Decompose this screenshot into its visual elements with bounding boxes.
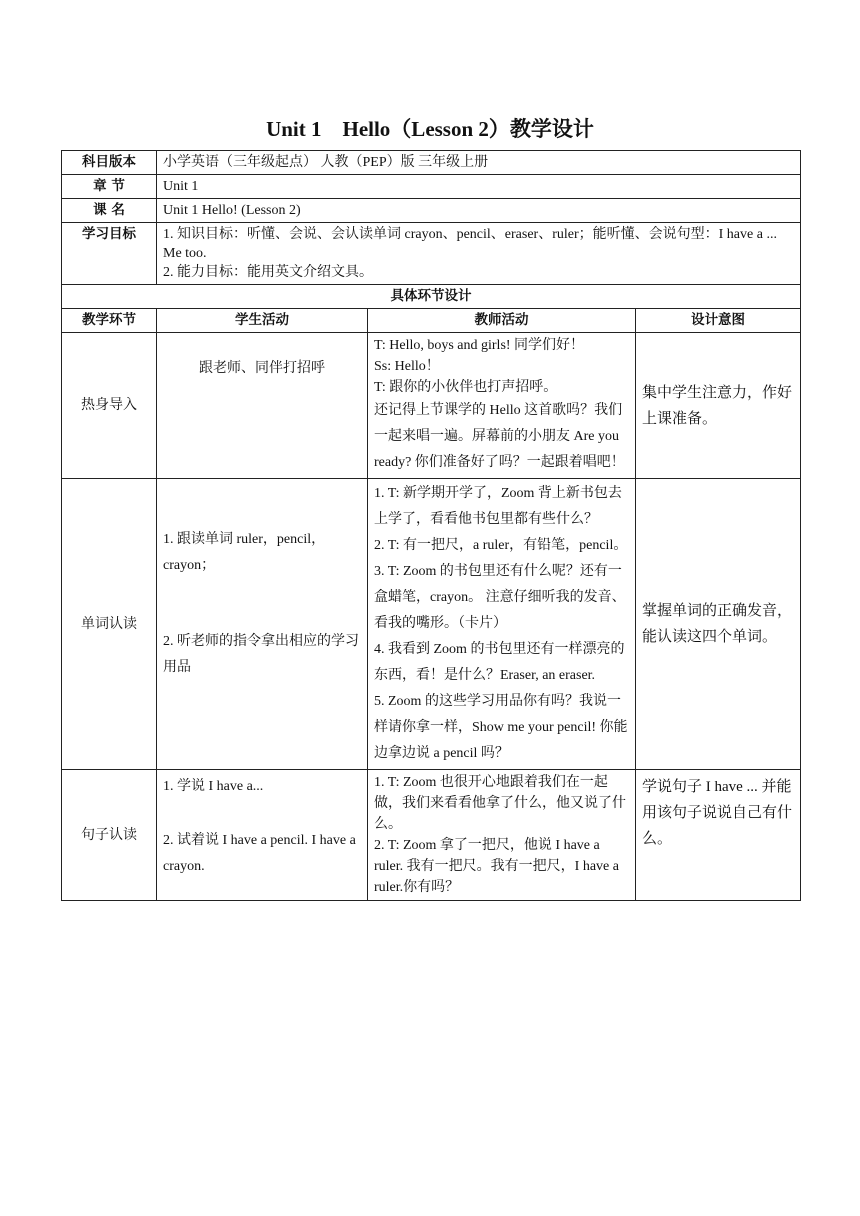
- teacher-line: 5. Zoom 的这些学习用品你有吗？我说一样请你拿一样，Show me your pencil! 你能边拿边说 a pencil 吗？: [374, 694, 628, 761]
- teacher-line: 2. T: Zoom 拿了一把尺，他说 I have a ruler. 我有一把尺。我有一把尺，I have a ruler.你有吗？: [374, 838, 619, 895]
- student-activity: 1. 跟读单词 ruler，pencil，crayon；: [163, 532, 326, 573]
- teacher-line: 3. T: Zoom 的书包里还有什么呢？还有一盒蜡笔，crayon。 注意仔细听我的发音、看我的嘴形。（卡片）: [374, 564, 626, 631]
- goals-cell: [157, 223, 801, 285]
- subject-value: 小学英语（三年级起点） 人教（PEP）版 三年级上册: [157, 151, 801, 175]
- goal-ability: 2. 能力目标：能用英文介绍文具。: [163, 265, 373, 280]
- section-header: 具体环节设计: [62, 285, 801, 309]
- subject-row: [62, 151, 801, 175]
- goals-label: 学习目标: [62, 223, 157, 285]
- chapter-row: [62, 175, 801, 199]
- lesson-plan-table: [61, 150, 801, 901]
- goals-row: [62, 223, 801, 285]
- student-activity-cell: [157, 333, 368, 479]
- stage-cell: 句子认读: [62, 770, 157, 901]
- stage-cell: 单词认读: [62, 479, 157, 770]
- table-row: [62, 333, 801, 479]
- student-activity-cell: [157, 770, 368, 901]
- teacher-activity-cell: [368, 770, 636, 901]
- design-intent-cell: 掌握单词的正确发音，能认读这四个单词。: [636, 479, 801, 770]
- teacher-line: T: Hello, boys and girls! 同学们好！: [374, 338, 585, 353]
- teacher-line: Ss: Hello！: [374, 359, 440, 374]
- column-header-teacher: 教师活动: [368, 309, 636, 333]
- chapter-value: Unit 1: [157, 175, 801, 199]
- student-activity-cell: [157, 479, 368, 770]
- section-header-row: [62, 285, 801, 309]
- teacher-line: 1. T: 新学期开学了，Zoom 背上新书包去上学了，看看他书包里都有些什么？: [374, 486, 622, 527]
- stage-cell: 热身导入: [62, 333, 157, 479]
- student-activity: 2. 试着说 I have a pencil. I have a crayon.: [163, 833, 356, 874]
- teacher-activity-cell: [368, 333, 636, 479]
- column-header-student: 学生活动: [157, 309, 368, 333]
- lesson-label: 课 名: [62, 199, 157, 223]
- lesson-row: [62, 199, 801, 223]
- teacher-activity-cell: [368, 479, 636, 770]
- student-activity: 1. 学说 I have a...: [163, 779, 264, 794]
- goal-knowledge: 1. 知识目标：听懂、会说、会认读单词 crayon、pencil、eraser、ruler；能听懂、会说句型：I have a ... Me too.: [163, 227, 777, 261]
- teacher-line: T: 跟你的小伙伴也打声招呼。: [374, 380, 558, 395]
- teacher-line: 1. T: Zoom 也很开心地跟着我们在一起做，我们来看看他拿了什么，他又说了什么。: [374, 775, 626, 832]
- table-row: [62, 770, 801, 901]
- lesson-value: Unit 1 Hello! (Lesson 2): [157, 199, 801, 223]
- design-intent-cell: 学说句子 I have ... 并能用该句子说说自己有什么。: [636, 770, 801, 901]
- teacher-line: 还记得上节课学的 Hello 这首歌吗？我们一起来唱一遍。屏幕前的小朋友 Are you ready? 你们准备好了吗？一起跟着唱吧！: [374, 403, 625, 470]
- teacher-line: 2. T: 有一把尺，a ruler，有铅笔，pencil。: [374, 538, 628, 553]
- student-activity: 跟老师、同伴打招呼: [199, 361, 325, 376]
- document-title: Unit 1 Hello（Lesson 2）教学设计: [266, 117, 594, 141]
- teacher-line: 4. 我看到 Zoom 的书包里还有一样漂亮的东西，看！是什么？Eraser, an eraser.: [374, 642, 625, 683]
- subject-label: 科目版本: [62, 151, 157, 175]
- student-activity: 2. 听老师的指令拿出相应的学习用品: [163, 634, 359, 675]
- column-header-stage: 教学环节: [62, 309, 157, 333]
- table-row: [62, 479, 801, 770]
- design-intent-cell: 集中学生注意力，作好上课准备。: [636, 333, 801, 479]
- column-header-row: [62, 309, 801, 333]
- chapter-label: 章 节: [62, 175, 157, 199]
- column-header-intent: 设计意图: [636, 309, 801, 333]
